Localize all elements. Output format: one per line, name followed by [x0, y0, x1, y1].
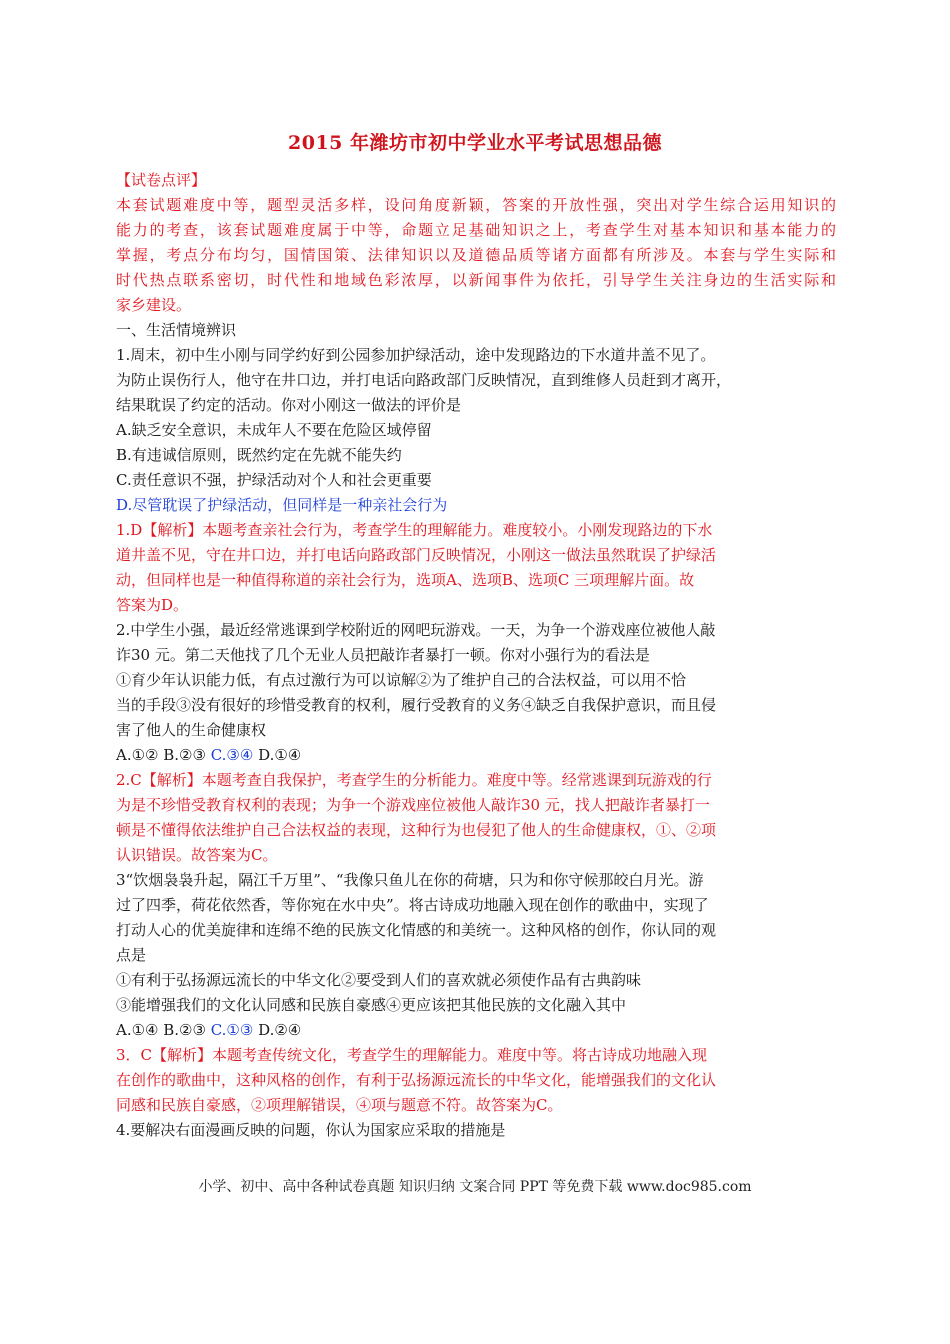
document-body	[116, 168, 836, 1143]
question-1-analysis: 动，但同样也是一种值得称道的亲社会行为，选项A、选项B、选项C 三项理解片面。故	[116, 571, 695, 589]
question-2-stem: 当的手段③没有很好的珍惜受教育的权利，履行受教育的义务④缺乏自我保护意识，而且侵	[116, 696, 717, 714]
review-heading: 【试卷点评】	[116, 171, 207, 189]
question-3-choice-d: D.②④	[253, 1021, 302, 1039]
question-1-stem: 1.周末，初中生小刚与同学约好到公园参加护绿活动，途中发现路边的下水道井盖不见了。	[116, 346, 716, 364]
question-3-choice-c: C.①③	[210, 1021, 254, 1039]
document-title: 2015 年潍坊市初中学业水平考试思想品德	[288, 132, 662, 154]
question-1-option-d: D.尽管耽误了护绿活动，但同样是一种亲社会行为	[116, 496, 448, 514]
question-3-stem: ①有利于弘扬源远流长的中华文化②要受到人们的喜欢就必须使作品有古典韵味	[116, 971, 642, 989]
question-1-analysis: 答案为D。	[116, 596, 189, 614]
question-2-stem: 2.中学生小强，最近经常逃课到学校附近的网吧玩游戏。一天，为争一个游戏座位被他人敲	[116, 621, 716, 639]
question-3-choices-ab: A.①④ B.②③	[116, 1021, 211, 1039]
question-1-option-c: C.责任意识不强，护绿活动对个人和社会更重要	[116, 471, 432, 489]
review-line: 本套试题难度中等，题型灵活多样，设问角度新颖，答案的开放性强，突出对学生综合运用知识的	[116, 196, 836, 214]
question-2-analysis: 2.C【解析】本题考查自我保护，考查学生的分析能力。难度中等。经常逃课到玩游戏的行	[116, 771, 712, 789]
review-line: 时代热点联系密切，时代性和地域色彩浓厚，以新闻事件为依托，引导学生关注身边的生活实际和	[116, 271, 836, 289]
question-2-analysis: 为是不珍惜受教育权利的表现；为争一个游戏座位被他人敲诈30 元，找人把敲诈者暴打一	[116, 796, 710, 814]
section-heading: 一、生活情境辨识	[116, 321, 237, 339]
question-2-choices-ab: A.①② B.②③	[116, 746, 211, 764]
question-2-stem: 害了他人的生命健康权	[116, 721, 267, 739]
question-1-stem: 结果耽误了约定的活动。你对小刚这一做法的评价是	[116, 396, 462, 414]
question-1-stem: 为防止误伤行人，他守在井口边，并打电话向路政部门反映情况，直到维修人员赶到才离开，	[116, 371, 732, 389]
question-2-analysis: 认识错误。故答案为C。	[116, 846, 278, 864]
question-3-analysis: 3．C【解析】本题考查传统文化，考查学生的理解能力。难度中等。将古诗成功地融入现	[116, 1046, 708, 1064]
question-1-option-a: A.缺乏安全意识，未成年人不要在危险区域停留	[116, 421, 432, 439]
question-1-analysis: 道井盖不见，守在井口边，并打电话向路政部门反映情况，小刚这一做法虽然耽误了护绿活	[116, 546, 717, 564]
question-2-stem: ①育少年认识能力低，有点过激行为可以谅解②为了维护自己的合法权益，可以用不恰	[116, 671, 687, 689]
question-4-stem: 4.要解决右面漫画反映的问题，你认为国家应采取的措施是	[116, 1121, 506, 1139]
page-footer: 小学、初中、高中各种试卷真题 知识归纳 文案合同 PPT 等免费下载 www.doc985.com	[198, 1179, 752, 1195]
question-2-choice-d: D.①④	[253, 746, 302, 764]
question-3-choices	[116, 1018, 836, 1043]
question-3-stem: 点是	[116, 946, 147, 964]
review-line: 能力的考查，该套试题难度属于中等，命题立足基础知识之上，考查学生对基本知识和基本能力的	[116, 221, 836, 239]
question-2-analysis: 顿是不懂得依法维护自己合法权益的表现，这种行为也侵犯了他人的生命健康权，①、②项	[116, 821, 717, 839]
review-line: 掌握，考点分布均匀，国情国策、法律知识以及道德品质等诸方面都有所涉及。本套与学生实际和	[116, 246, 836, 264]
question-3-stem: 过了四季，荷花依然香，等你宛在水中央”。将古诗成功地融入现在创作的歌曲中，实现了	[116, 896, 709, 914]
question-2-stem: 诈30 元。第二天他找了几个无业人员把敲诈者暴打一顿。你对小强行为的看法是	[116, 646, 650, 664]
question-3-stem: ③能增强我们的文化认同感和民族自豪感④更应该把其他民族的文化融入其中	[116, 996, 627, 1014]
question-1-option-b: B.有违诚信原则，既然约定在先就不能失约	[116, 446, 402, 464]
question-3-stem: 3“饮烟袅袅升起，隔江千万里”、“我像只鱼儿在你的荷塘，只为和你守候那皎白月光。游	[116, 871, 704, 889]
review-line: 家乡建设。	[116, 296, 192, 314]
question-2-choices	[116, 743, 836, 768]
question-2-choice-c: C.③④	[210, 746, 254, 764]
question-1-analysis: 1.D【解析】本题考查亲社会行为，考查学生的理解能力。难度较小。小刚发现路边的下水	[116, 521, 713, 539]
question-3-stem: 打动人心的优美旋律和连绵不绝的民族文化情感的和美统一。这种风格的创作，你认同的观	[116, 921, 717, 939]
question-3-analysis: 同感和民族自豪感，②项理解错误，④项与题意不符。故答案为C。	[116, 1096, 563, 1114]
question-3-analysis: 在创作的歌曲中，这种风格的创作，有利于弘扬源远流长的中华文化，能增强我们的文化认	[116, 1071, 717, 1089]
